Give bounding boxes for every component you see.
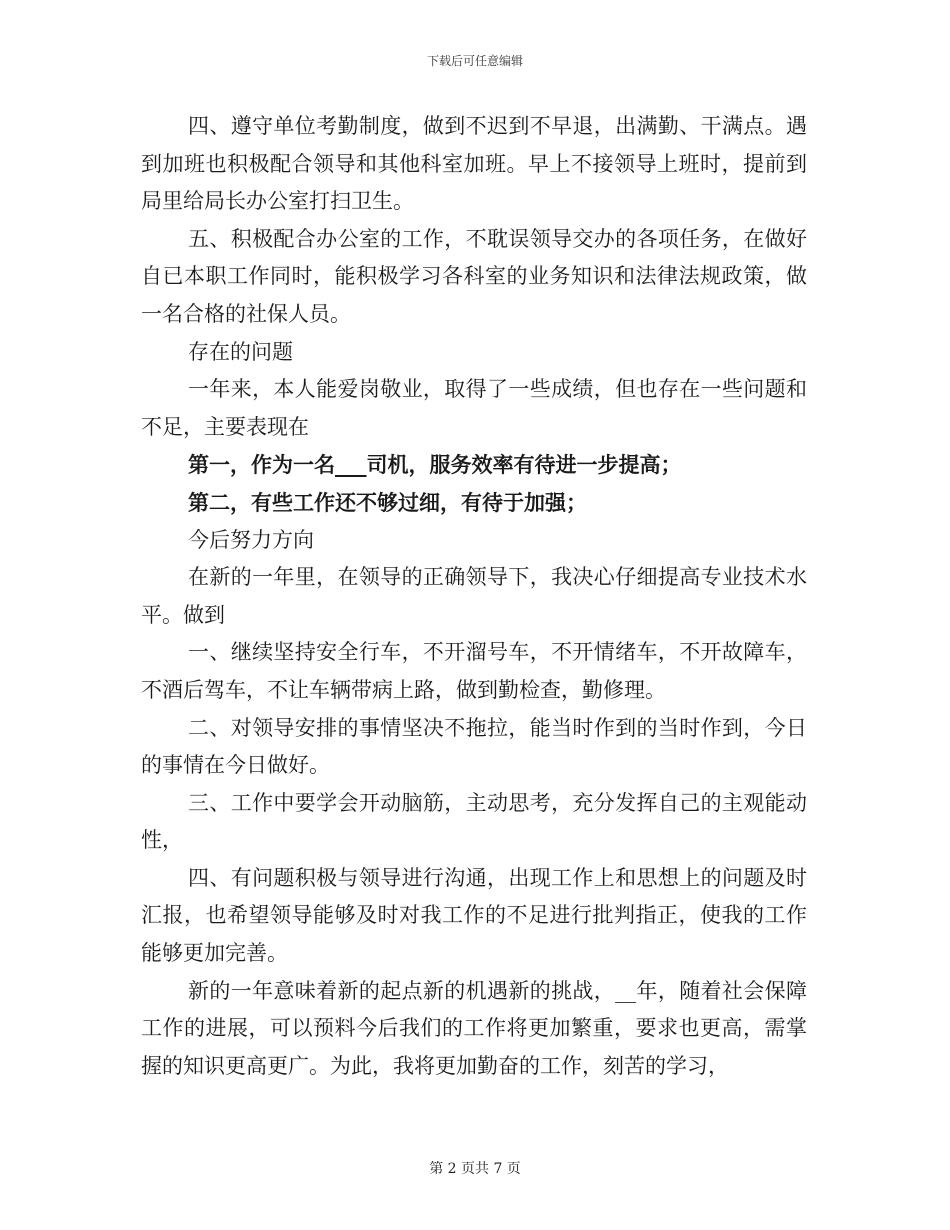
problem-item-second: 第二，有些工作还不够过细，有待于加强；	[188, 489, 587, 515]
direction-item-initiative: 三、工作中要学会开动脑筋，主动思考，充分发挥自己的主观能动性，	[141, 790, 807, 853]
section-heading-direction: 今后努力方向	[188, 527, 314, 552]
direction-item-safe-driving: 一、继续坚持安全行车，不开溜号车，不开情绪车，不开故障车，不酒后驾车，不让车辆带病上路，做到勤检查，勤修理。	[141, 640, 807, 702]
document-body	[141, 108, 807, 1085]
direction-item-communication: 四、有问题积极与领导进行沟通，出现工作上和思想上的问题及时汇报，也希望领导能够及时对我工作的不足进行批判指正，使我的工作能够更加完善。	[141, 865, 807, 966]
direction-item-no-delay: 二、对领导安排的事情坚决不拖拉，能当时作到的当时作到，今日的事情在今日做好。	[141, 715, 807, 778]
page-number-footer: 第 2 页共 7 页	[429, 1161, 521, 1177]
section-heading-problems: 存在的问题	[188, 339, 293, 364]
paragraph-attendance: 四、遵守单位考勤制度，做到不迟到不早退，出满勤、干满点。遇到加班也积极配合领导和其他科室加班。早上不接领导上班时，提前到局里给局长办公室打扫卫生。	[141, 114, 807, 214]
paragraph-direction-intro: 在新的一年里，在领导的正确领导下，我决心仔细提高专业技术水平。做到	[141, 565, 807, 627]
problem-item-first: 第一，作为一名___司机，服务效率有待进一步提高；	[188, 452, 682, 478]
page-header-note: 下载后可任意编辑	[426, 54, 523, 68]
paragraph-problems-intro: 一年来，本人能爱岗敬业，取得了一些成绩，但也存在一些问题和不足，主要表现在	[141, 377, 807, 439]
paragraph-office-cooperation: 五、积极配合办公室的工作，不耽误领导交办的各项任务，在做好自已本职工作同时，能积极学习各科室的业务知识和法律法规政策，做一名合格的社保人员。	[141, 226, 807, 326]
paragraph-new-year: 新的一年意味着新的起点新的机遇新的挑战，__年，随着社会保障工作的进展，可以预料今后我们的工作将更加繁重，要求也更高，需掌握的知识更高更广。为此，我将更加勤奋的工作，刻苦的学习，	[141, 978, 807, 1078]
